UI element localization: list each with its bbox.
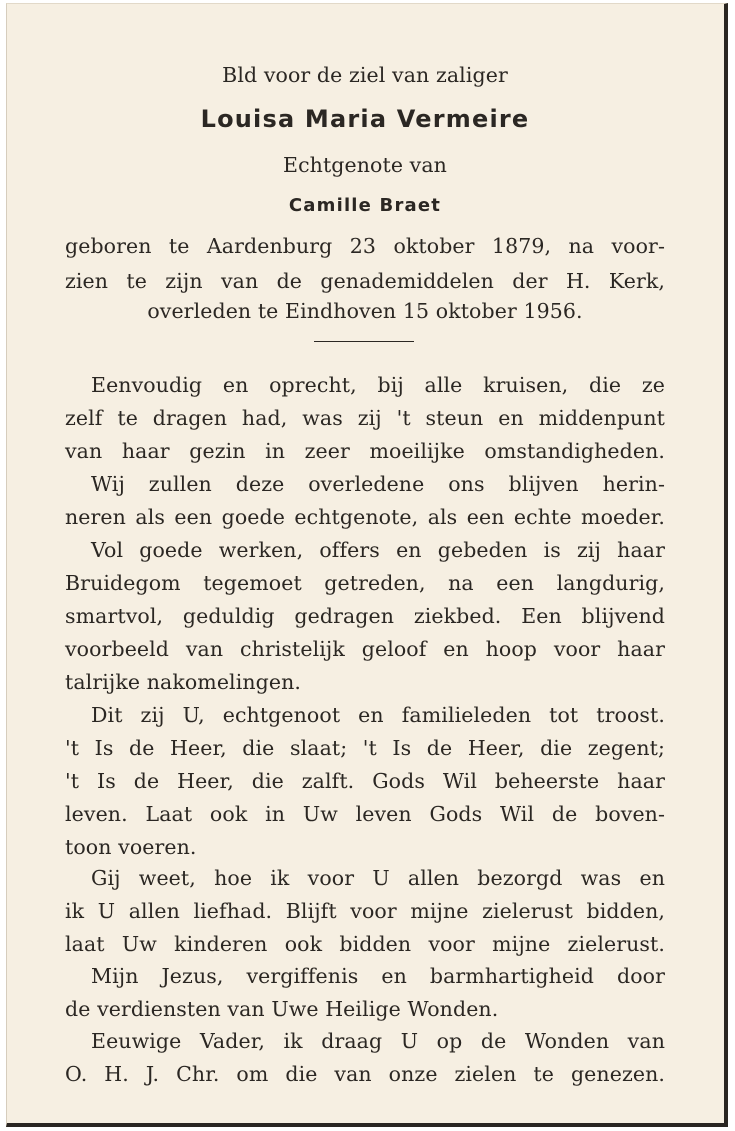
text-line: 't Is de Heer, die slaat; 't Is de Heer, die zegent; [65, 736, 665, 760]
text-line: toon voeren. [65, 835, 197, 859]
relation-text: Echtgenote van [283, 153, 447, 177]
biography-line: zien te zijn van de genademiddelen der H. Kerk, [65, 269, 665, 293]
biography-line: overleden te Eindhoven 15 oktober 1956. [147, 299, 583, 323]
spouse-name: Camille Braet [288, 195, 442, 216]
text-line: van haar gezin in zeer moeilijke omstandigheden. [65, 439, 665, 463]
text-line: Vol goede werken, offers en gebeden is zij haar [91, 538, 665, 562]
text-line: Eenvoudig en oprecht, bij alle kruisen, die ze [91, 373, 665, 397]
text-line: Mijn Jezus, vergiffenis en barmhartigheid door [91, 964, 665, 988]
text-line: Dit zij U, echtgenoot en familieleden tot troost. [91, 703, 665, 727]
text-line: leven. Laat ook in Uw leven Gods Wil de boven- [65, 802, 665, 826]
card-header: Bld voor de ziel van zaliger [222, 63, 508, 87]
divider-rule [314, 341, 414, 342]
text-line: ik U allen liefhad. Blijft voor mijne zielerust bidden, [65, 899, 665, 923]
text-line: Wij zullen deze overledene ons blijven herin- [91, 472, 665, 496]
text-line: Gij weet, hoe ik voor U allen bezorgd was en [91, 866, 665, 890]
text-line: laat Uw kinderen ook bidden voor mijne zielerust. [65, 932, 665, 956]
text-line: Eeuwige Vader, ik draag U op de Wonden van [91, 1029, 665, 1053]
text-line: talrijke nakomelingen. [65, 670, 302, 694]
deceased-name: Louisa Maria Vermeire [200, 105, 530, 133]
text-line: smartvol, geduldig gedragen ziekbed. Een blijvend [65, 604, 665, 628]
text-line: zelf te dragen had, was zij 't steun en middenpunt [65, 406, 665, 430]
text-line: neren als een goede echtgenote, als een echte moeder. [65, 505, 665, 529]
text-line: 't Is de Heer, die zalft. Gods Wil beheerste haar [65, 769, 665, 793]
text-line: voorbeeld van christelijk geloof en hoop voor haar [65, 637, 665, 661]
text-line: Bruidegom tegemoet getreden, na een langdurig, [65, 571, 665, 595]
text-line: O. H. J. Chr. om die van onze zielen te genezen. [65, 1062, 665, 1086]
biography-line: geboren te Aardenburg 23 oktober 1879, na voor- [65, 234, 665, 258]
text-line: de verdiensten van Uwe Heilige Wonden. [65, 997, 499, 1021]
memorial-card [6, 3, 728, 1127]
